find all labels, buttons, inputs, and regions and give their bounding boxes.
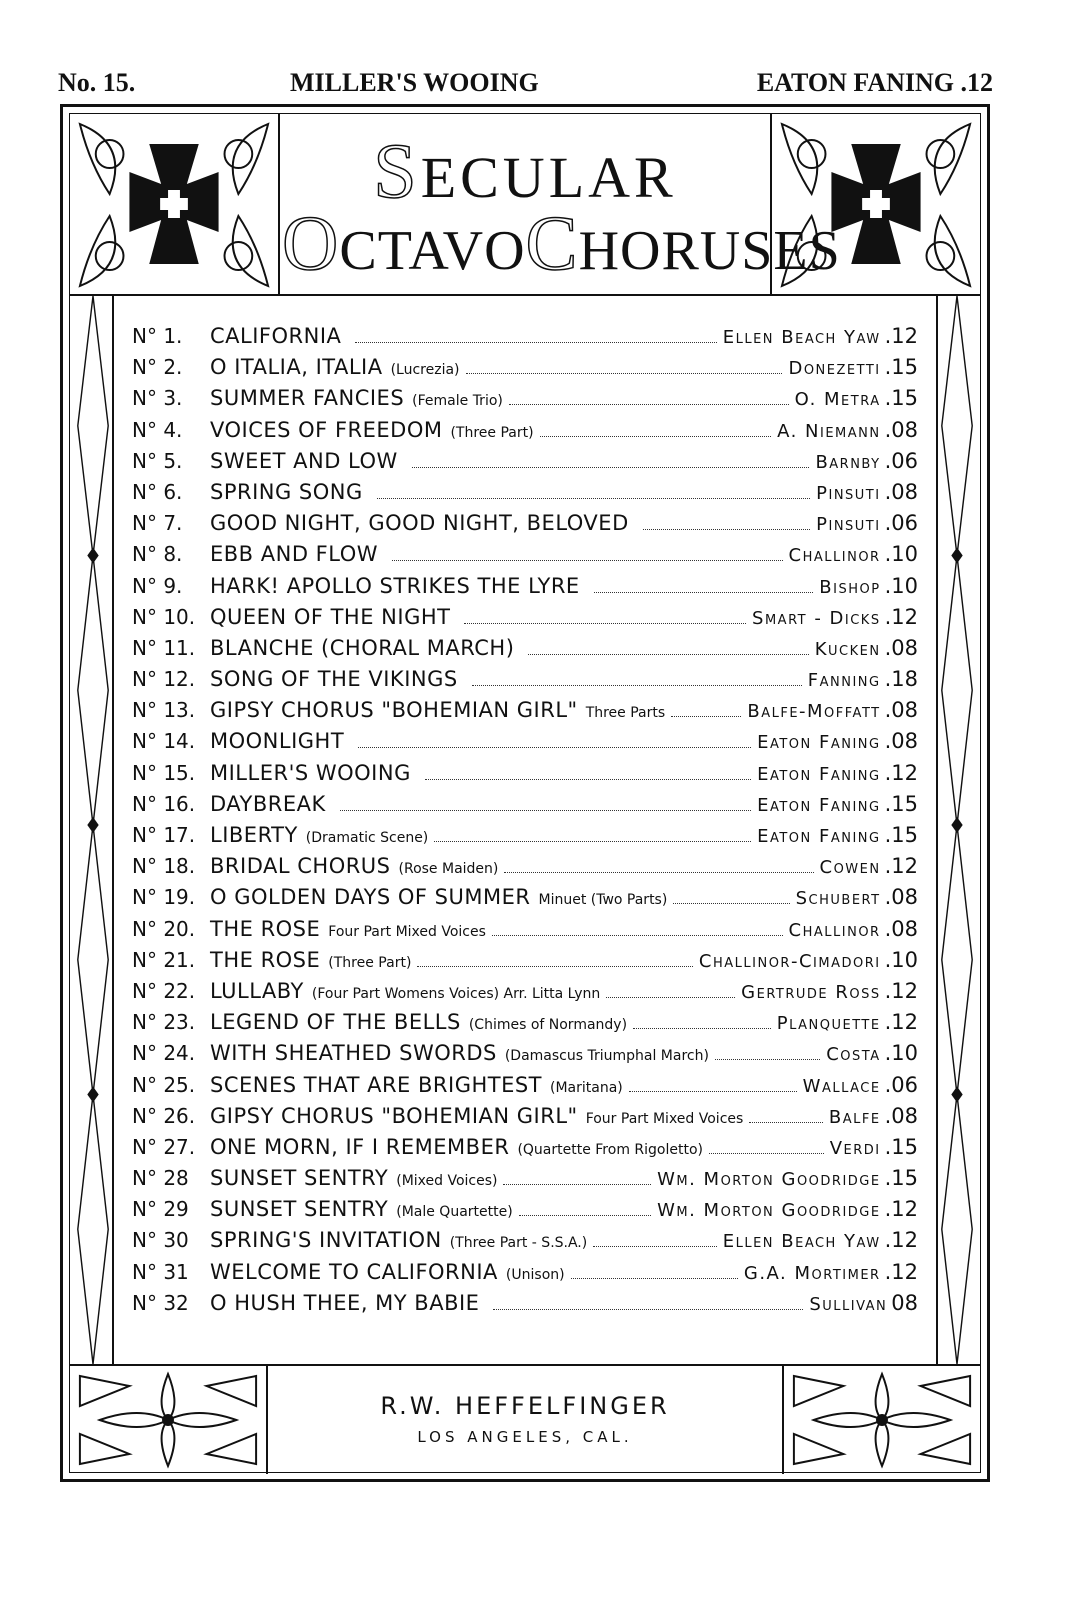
item-price: .12 bbox=[884, 1228, 918, 1253]
item-title: QUEEN OF THE NIGHT bbox=[210, 604, 451, 629]
list-item bbox=[132, 979, 918, 1010]
item-price: .08 bbox=[884, 885, 918, 910]
list-item bbox=[132, 1073, 918, 1104]
item-composer: Balfe-Moffatt bbox=[747, 701, 881, 723]
item-number: N° 22. bbox=[132, 978, 196, 1003]
item-number: N° 29 bbox=[132, 1197, 189, 1222]
item-title: LEGEND OF THE BELLS bbox=[210, 1010, 461, 1035]
list-item bbox=[132, 1228, 918, 1259]
item-price: .12 bbox=[884, 1010, 918, 1035]
item-number: N° 8. bbox=[132, 542, 183, 567]
item-number: N° 19. bbox=[132, 885, 196, 910]
item-number: N° 28 bbox=[132, 1166, 189, 1191]
leader-dots bbox=[606, 982, 735, 998]
item-number: N° 11. bbox=[132, 635, 196, 660]
list-item bbox=[132, 355, 918, 386]
item-note: (Damascus Triumphal March) bbox=[504, 1048, 709, 1065]
item-price: .15 bbox=[884, 791, 918, 816]
list-item bbox=[132, 1260, 918, 1291]
item-title: CALIFORNIA bbox=[210, 324, 342, 348]
item-note: (Lucrezia) bbox=[390, 362, 460, 379]
item-number: N° 18. bbox=[132, 854, 196, 879]
item-price: .15 bbox=[884, 1134, 918, 1159]
footer bbox=[70, 1364, 980, 1472]
item-title: O ITALIA, ITALIA bbox=[210, 355, 383, 380]
item-composer: Ellen Beach Yaw bbox=[722, 327, 881, 348]
item-title: GIPSY CHORUS "BOHEMIAN GIRL" bbox=[210, 698, 578, 723]
item-price: .08 bbox=[884, 916, 918, 941]
item-composer: Kucken bbox=[814, 638, 881, 660]
item-note: (Three Part) bbox=[450, 424, 534, 441]
item-composer: Bishop bbox=[819, 576, 881, 598]
leader-dots bbox=[464, 608, 746, 624]
item-title: SUMMER FANCIES bbox=[210, 386, 405, 411]
item-number: N° 17. bbox=[132, 823, 196, 847]
item-number: N° 10. bbox=[132, 604, 196, 629]
title-word-choruses: HORUSES bbox=[578, 220, 841, 282]
list-item bbox=[132, 698, 918, 729]
item-title: BRIDAL CHORUS bbox=[210, 854, 391, 879]
item-price: .15 bbox=[884, 386, 918, 411]
item-number: N° 16. bbox=[132, 791, 196, 816]
sheet-title: MILLER'S WOOING bbox=[290, 68, 539, 97]
item-composer: Fanning bbox=[807, 670, 881, 692]
leader-dots bbox=[629, 1076, 797, 1092]
title-line-2 bbox=[282, 199, 841, 286]
item-number: N° 13. bbox=[132, 698, 196, 723]
sheet-composer-price: EATON FANING .12 bbox=[756, 68, 993, 97]
leader-dots bbox=[417, 951, 693, 967]
item-number: N° 21. bbox=[132, 947, 196, 972]
item-price: .10 bbox=[884, 573, 918, 598]
item-note: Minuet (Two Parts) bbox=[538, 892, 668, 909]
item-composer: Pinsuti bbox=[816, 514, 881, 536]
item-note: (Chimes of Normandy) bbox=[468, 1017, 628, 1034]
item-price: .06 bbox=[884, 511, 918, 536]
item-composer: Challinor bbox=[788, 919, 881, 941]
leader-dots bbox=[466, 358, 783, 374]
item-price: .08 bbox=[884, 417, 918, 442]
leader-dots bbox=[594, 577, 814, 593]
item-composer: Barnby bbox=[815, 451, 881, 473]
item-composer: Wm. Morton Goodridge bbox=[657, 1200, 881, 1222]
item-composer: A. Niemann bbox=[777, 420, 881, 442]
leader-dots bbox=[504, 857, 813, 873]
item-number: N° 12. bbox=[132, 667, 196, 692]
item-number: N° 31 bbox=[132, 1259, 189, 1284]
list-item bbox=[132, 386, 918, 417]
item-number: N° 24. bbox=[132, 1041, 196, 1066]
item-note: (Three Part) bbox=[328, 954, 412, 971]
item-number: N° 3. bbox=[132, 386, 183, 411]
item-note: (Three Part - S.S.A.) bbox=[449, 1235, 588, 1252]
leader-dots bbox=[358, 732, 751, 748]
item-number: N° 23. bbox=[132, 1010, 196, 1035]
leader-dots bbox=[340, 795, 751, 811]
list-item bbox=[132, 667, 918, 698]
item-composer: Eaton Faning bbox=[757, 794, 881, 816]
leader-dots bbox=[528, 639, 808, 655]
leader-dots bbox=[643, 514, 810, 530]
list-item bbox=[132, 449, 918, 480]
top-line bbox=[58, 68, 993, 108]
sheet-number: No. 15. bbox=[58, 68, 136, 97]
list-item bbox=[132, 1104, 918, 1135]
footer-corner-left bbox=[70, 1366, 268, 1474]
item-number: N° 1. bbox=[132, 324, 183, 348]
item-number: N° 30 bbox=[132, 1228, 189, 1253]
item-composer: Donezetti bbox=[788, 358, 881, 380]
item-title: MOONLIGHT bbox=[210, 729, 345, 754]
item-price: .15 bbox=[884, 1166, 918, 1191]
publisher-name: R.W. HEFFELFINGER bbox=[380, 1392, 670, 1420]
list-item bbox=[132, 854, 918, 885]
list-item bbox=[132, 1166, 918, 1197]
list-item bbox=[132, 1135, 918, 1166]
item-number: N° 15. bbox=[132, 760, 196, 785]
item-composer: Eaton Faning bbox=[757, 732, 881, 754]
list-item bbox=[132, 418, 918, 449]
item-number: N° 2. bbox=[132, 355, 183, 380]
list-item bbox=[132, 1197, 918, 1228]
list-item bbox=[132, 574, 918, 605]
title-block bbox=[282, 114, 841, 296]
item-price: .06 bbox=[884, 448, 918, 473]
item-composer: Wallace bbox=[802, 1075, 881, 1097]
item-title: BLANCHE (CHORAL MARCH) bbox=[210, 635, 515, 660]
item-title: VOICES OF FREEDOM bbox=[210, 417, 443, 442]
leader-dots bbox=[493, 1294, 803, 1310]
leader-dots bbox=[377, 483, 810, 499]
item-composer: Eaton Faning bbox=[757, 763, 881, 785]
item-price: .12 bbox=[884, 604, 918, 629]
item-note: Three Parts bbox=[585, 705, 666, 722]
item-title: WELCOME TO CALIFORNIA bbox=[210, 1259, 498, 1284]
item-note: Four Part Mixed Voices bbox=[585, 1110, 744, 1127]
list-item bbox=[132, 511, 918, 542]
item-title: SPRING SONG bbox=[210, 479, 363, 504]
item-title: O HUSH THEE, MY BABIE bbox=[210, 1290, 480, 1315]
list-item bbox=[132, 542, 918, 573]
leader-dots bbox=[540, 421, 771, 437]
leader-dots bbox=[392, 545, 783, 561]
item-note: Four Part Mixed Voices bbox=[328, 923, 486, 940]
item-price: .12 bbox=[884, 760, 918, 785]
item-number: N° 6. bbox=[132, 479, 183, 504]
maltese-cross-icon bbox=[70, 114, 278, 296]
item-note: (Unison) bbox=[505, 1266, 565, 1283]
catalog-body bbox=[70, 296, 980, 1364]
item-note: (Four Part Womens Voices) Arr. Litta Lynn bbox=[311, 985, 601, 1002]
item-number: N° 4. bbox=[132, 417, 183, 442]
item-composer: Smart - Dicks bbox=[752, 607, 881, 629]
item-composer: Schubert bbox=[795, 888, 881, 910]
item-price: 08 bbox=[891, 1290, 918, 1315]
header bbox=[70, 114, 980, 296]
list-item bbox=[132, 792, 918, 823]
list-item bbox=[132, 948, 918, 979]
item-composer: Ellen Beach Yaw bbox=[722, 1231, 881, 1253]
item-note: (Dramatic Scene) bbox=[305, 830, 429, 846]
item-price: .10 bbox=[884, 1041, 918, 1066]
item-composer: Planquette bbox=[776, 1013, 881, 1035]
list-item bbox=[132, 480, 918, 511]
item-price: .18 bbox=[884, 667, 918, 692]
diamond-chain-icon bbox=[938, 296, 976, 1364]
item-title: MILLER'S WOOING bbox=[210, 760, 411, 785]
star-flower-icon bbox=[70, 1366, 266, 1474]
item-price: .12 bbox=[884, 324, 918, 348]
title-word-octavo: CTAVO bbox=[339, 220, 526, 282]
item-composer: Costa bbox=[826, 1044, 881, 1066]
item-price: .08 bbox=[884, 698, 918, 723]
item-title: THE ROSE bbox=[210, 947, 321, 972]
item-price: .08 bbox=[884, 1103, 918, 1128]
star-flower-icon bbox=[784, 1366, 980, 1474]
publisher-city: LOS ANGELES, CAL. bbox=[417, 1428, 633, 1446]
item-number: N° 7. bbox=[132, 511, 183, 536]
leader-dots bbox=[355, 327, 716, 343]
item-note: (Male Quartette) bbox=[396, 1204, 513, 1221]
item-composer: Verdi bbox=[829, 1137, 881, 1159]
list-item bbox=[132, 1291, 918, 1322]
leader-dots bbox=[425, 764, 751, 780]
item-title: DAYBREAK bbox=[210, 791, 326, 816]
leader-dots bbox=[472, 670, 802, 686]
item-price: .06 bbox=[884, 1072, 918, 1097]
maltese-cross-icon bbox=[772, 114, 980, 296]
item-number: N° 25. bbox=[132, 1072, 196, 1097]
list-item bbox=[132, 917, 918, 948]
item-title: LIBERTY bbox=[210, 823, 298, 847]
header-corner-right bbox=[770, 114, 980, 296]
item-title: SCENES THAT ARE BRIGHTEST bbox=[210, 1072, 543, 1097]
leader-dots bbox=[633, 1013, 771, 1029]
item-composer: Wm. Morton Goodridge bbox=[657, 1169, 881, 1191]
item-title: HARK! APOLLO STRIKES THE LYRE bbox=[210, 573, 580, 598]
item-number: N° 32 bbox=[132, 1290, 189, 1315]
title-initial-c: C bbox=[525, 199, 579, 286]
leader-dots bbox=[673, 888, 789, 904]
item-composer: Challinor bbox=[788, 545, 881, 567]
item-note: (Rose Maiden) bbox=[398, 861, 499, 878]
item-note: (Female Trio) bbox=[412, 393, 503, 410]
item-title: SUNSET SENTRY bbox=[210, 1197, 389, 1222]
leader-dots bbox=[593, 1231, 717, 1247]
item-title: THE ROSE bbox=[210, 916, 321, 941]
list-item bbox=[132, 636, 918, 667]
list-item bbox=[132, 885, 918, 916]
item-title: ONE MORN, IF I REMEMBER bbox=[210, 1134, 510, 1159]
list-item bbox=[132, 324, 918, 355]
item-note: (Maritana) bbox=[550, 1079, 623, 1096]
leader-dots bbox=[503, 1169, 651, 1185]
chorus-list bbox=[132, 324, 918, 1322]
item-price: .12 bbox=[884, 978, 918, 1003]
cover-inner-frame bbox=[69, 113, 981, 1473]
item-number: N° 26. bbox=[132, 1103, 196, 1128]
leader-dots bbox=[519, 1200, 651, 1216]
item-title: O GOLDEN DAYS OF SUMMER bbox=[210, 885, 531, 910]
item-number: N° 14. bbox=[132, 729, 196, 754]
item-price: .10 bbox=[884, 542, 918, 567]
item-title: SONG OF THE VIKINGS bbox=[210, 667, 458, 692]
item-composer: Gertrude Ross bbox=[741, 981, 881, 1003]
list-item bbox=[132, 729, 918, 760]
item-number: N° 20. bbox=[132, 916, 196, 941]
item-note: (Mixed Voices) bbox=[396, 1173, 498, 1190]
item-price: .12 bbox=[884, 1197, 918, 1222]
item-price: .10 bbox=[884, 947, 918, 972]
item-price: .12 bbox=[884, 854, 918, 879]
item-composer: Eaton Faning bbox=[757, 826, 881, 847]
item-number: N° 9. bbox=[132, 573, 183, 598]
item-composer: Balfe bbox=[828, 1106, 881, 1128]
item-note: (Quartette From Rigoletto) bbox=[517, 1141, 703, 1158]
item-composer: Sullivan bbox=[809, 1293, 888, 1315]
item-title: SWEET AND LOW bbox=[210, 448, 398, 473]
item-number: N° 5. bbox=[132, 448, 183, 473]
item-price: .08 bbox=[884, 729, 918, 754]
leader-dots bbox=[749, 1107, 823, 1123]
item-title: LULLABY bbox=[210, 978, 304, 1003]
item-title: GOOD NIGHT, GOOD NIGHT, BELOVED bbox=[210, 511, 629, 536]
item-composer: Challinor-Cimadori bbox=[698, 950, 881, 972]
leader-dots bbox=[412, 452, 810, 468]
list-item bbox=[132, 761, 918, 792]
item-composer: Cowen bbox=[819, 857, 881, 879]
item-title: SUNSET SENTRY bbox=[210, 1166, 389, 1191]
item-price: .15 bbox=[884, 823, 918, 847]
diamond-chain-icon bbox=[74, 296, 112, 1364]
leader-dots bbox=[509, 389, 789, 405]
list-item bbox=[132, 1041, 918, 1072]
item-price: .12 bbox=[884, 1259, 918, 1284]
list-item bbox=[132, 605, 918, 636]
item-price: .08 bbox=[884, 635, 918, 660]
title-word-secular: ECULAR bbox=[420, 145, 677, 210]
leader-dots bbox=[571, 1263, 738, 1279]
item-title: GIPSY CHORUS "BOHEMIAN GIRL" bbox=[210, 1103, 578, 1128]
leader-dots bbox=[434, 826, 751, 842]
list-item bbox=[132, 1010, 918, 1041]
footer-corner-right bbox=[782, 1366, 980, 1474]
leader-dots bbox=[709, 1138, 824, 1154]
item-number: N° 27. bbox=[132, 1134, 196, 1159]
cover-frame bbox=[60, 104, 990, 1482]
item-price: .15 bbox=[884, 355, 918, 380]
title-initial-s: S bbox=[373, 127, 421, 214]
side-border-left bbox=[74, 296, 114, 1364]
side-border-right bbox=[936, 296, 976, 1364]
leader-dots bbox=[671, 701, 741, 717]
item-title: SPRING'S INVITATION bbox=[210, 1228, 442, 1253]
leader-dots bbox=[492, 920, 783, 936]
item-title: EBB AND FLOW bbox=[210, 542, 379, 567]
item-composer: Pinsuti bbox=[816, 482, 881, 504]
list-item bbox=[132, 823, 918, 854]
leader-dots bbox=[715, 1044, 820, 1060]
title-initial-o: O bbox=[282, 199, 340, 286]
item-price: .08 bbox=[884, 479, 918, 504]
item-composer: G.A. Mortimer bbox=[743, 1262, 881, 1284]
item-title: WITH SHEATHED SWORDS bbox=[210, 1041, 497, 1066]
header-corner-left bbox=[70, 114, 280, 296]
item-composer: O. Metra bbox=[794, 389, 881, 411]
